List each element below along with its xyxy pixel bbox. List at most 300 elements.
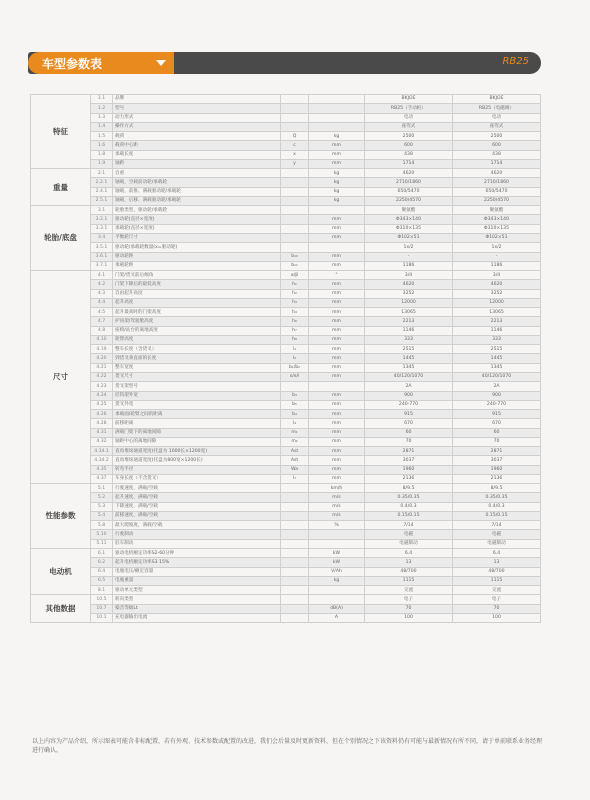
table-row bbox=[31, 521, 541, 530]
table-row bbox=[31, 595, 541, 604]
param-unit: mm bbox=[309, 419, 365, 428]
value-manual: 1x/2 bbox=[365, 243, 453, 252]
param-symbol: b₄ bbox=[281, 410, 309, 419]
table-row bbox=[31, 196, 541, 205]
value-manual: 100 bbox=[365, 613, 453, 622]
table-row bbox=[31, 308, 541, 317]
param-unit: mm bbox=[309, 474, 365, 483]
param-number: 4.3 bbox=[91, 289, 113, 298]
value-manual: 2710/1860 bbox=[365, 178, 453, 187]
param-unit: mm bbox=[309, 159, 365, 168]
param-unit: mm bbox=[309, 410, 365, 419]
param-name: 座椅/站台的离地高度 bbox=[113, 326, 281, 335]
table-row bbox=[31, 141, 541, 150]
param-number: 4.2 bbox=[91, 280, 113, 289]
value-manual: 3037 bbox=[365, 456, 453, 465]
param-symbol bbox=[281, 604, 309, 613]
table-row bbox=[31, 428, 541, 437]
value-manual: 2213 bbox=[365, 317, 453, 326]
param-number: 2.5.1 bbox=[91, 196, 113, 205]
param-number: 4.8 bbox=[91, 326, 113, 335]
value-manual: 333 bbox=[365, 335, 453, 344]
value-electric: 2213 bbox=[453, 317, 541, 326]
value-electric: 聚氨酯 bbox=[453, 206, 541, 215]
value-electric: RB25（电磁阀） bbox=[453, 104, 541, 113]
table-row bbox=[31, 400, 541, 409]
table-row bbox=[31, 391, 541, 400]
value-manual: 1714 bbox=[365, 159, 453, 168]
value-electric: 3/4 bbox=[453, 271, 541, 280]
value-manual: 1445 bbox=[365, 354, 453, 363]
param-symbol: b₁/b₂ bbox=[281, 363, 309, 372]
param-unit: kW bbox=[309, 549, 365, 558]
table-row bbox=[31, 539, 541, 548]
param-symbol: b₁₁ bbox=[281, 261, 309, 270]
chevron-down-icon[interactable] bbox=[156, 60, 166, 66]
param-unit: mm bbox=[309, 326, 365, 335]
section-label: 电动机 bbox=[31, 549, 91, 595]
param-name: 货叉尺寸 bbox=[113, 372, 281, 381]
value-electric: 0.4/0.3 bbox=[453, 502, 541, 511]
table-row bbox=[31, 345, 541, 354]
value-manual: 13 bbox=[365, 558, 453, 567]
table-row bbox=[31, 419, 541, 428]
value-manual: 2515 bbox=[365, 345, 453, 354]
param-number: 4.22 bbox=[91, 372, 113, 381]
param-symbol: m₁ bbox=[281, 428, 309, 437]
value-manual: 4620 bbox=[365, 169, 453, 178]
param-unit: mm bbox=[309, 289, 365, 298]
param-name: 起升速度，满载/空载 bbox=[113, 493, 281, 502]
param-unit: % bbox=[309, 521, 365, 530]
param-number: 4.5 bbox=[91, 308, 113, 317]
value-electric: 3037 bbox=[453, 456, 541, 465]
value-electric: BKJOE bbox=[453, 95, 541, 104]
disclaimer-text: 以上内容为产品介绍，所示图表可能含非标配置，若有外观、技术参数或配置的改进，我们会后量及时更新资料，但在个别情况之下该资料仍有可能与最新情况有所不同，请于单前联系业务经理进行确认。 bbox=[32, 738, 543, 754]
value-manual: 电磁 bbox=[365, 530, 453, 539]
value-electric: 2A bbox=[453, 382, 541, 391]
value-electric: 70 bbox=[453, 437, 541, 446]
param-name: 下降速度，满载/空载 bbox=[113, 502, 281, 511]
param-symbol: l₇ bbox=[281, 474, 309, 483]
param-number: 4.21 bbox=[91, 363, 113, 372]
param-name: 承载轮距 bbox=[113, 261, 281, 270]
param-number: 4.1 bbox=[91, 271, 113, 280]
table-row bbox=[31, 372, 541, 381]
param-name: 动力形式 bbox=[113, 113, 281, 122]
table-row bbox=[31, 95, 541, 104]
param-number: 2.4.1 bbox=[91, 187, 113, 196]
value-manual: 1146 bbox=[365, 326, 453, 335]
param-name: 载荷中心距 bbox=[113, 141, 281, 150]
value-manual: BKJOE bbox=[365, 95, 453, 104]
value-manual: 0.15/0.15 bbox=[365, 511, 453, 520]
param-number: 2.1 bbox=[91, 169, 113, 178]
value-manual: 电磁制动 bbox=[365, 539, 453, 548]
param-name: 直角堆垛通道宽度(托盘为800宽×1200长) bbox=[113, 456, 281, 465]
table-row bbox=[31, 549, 541, 558]
param-name: 车身长度（不含货叉） bbox=[113, 474, 281, 483]
param-name: 品牌 bbox=[113, 95, 281, 104]
param-name: 行驶制动 bbox=[113, 530, 281, 539]
table-row bbox=[31, 215, 541, 224]
value-manual: 650/5470 bbox=[365, 187, 453, 196]
param-name: 驱动轮/承载轮数量(x=驱动轮) bbox=[113, 243, 281, 252]
param-symbol bbox=[281, 224, 309, 233]
param-unit: mm bbox=[309, 456, 365, 465]
param-number: 1.9 bbox=[91, 159, 113, 168]
table-row bbox=[31, 132, 541, 141]
param-symbol bbox=[281, 233, 309, 242]
param-unit: ° bbox=[309, 271, 365, 280]
param-unit bbox=[309, 113, 365, 122]
value-manual: 12000 bbox=[365, 298, 453, 307]
value-electric: 1115 bbox=[453, 576, 541, 585]
param-unit bbox=[309, 243, 365, 252]
param-name: 货叉外宽 bbox=[113, 400, 281, 409]
param-number: 1.1 bbox=[91, 95, 113, 104]
value-manual: - bbox=[365, 252, 453, 261]
value-electric: 70 bbox=[453, 604, 541, 613]
param-symbol: y bbox=[281, 159, 309, 168]
param-number: 2.2.1 bbox=[91, 178, 113, 187]
table-row bbox=[31, 122, 541, 131]
param-name: 噪音等级Lt bbox=[113, 604, 281, 613]
param-unit: kg bbox=[309, 178, 365, 187]
table-row bbox=[31, 493, 541, 502]
param-symbol: m₂ bbox=[281, 437, 309, 446]
table-row bbox=[31, 104, 541, 113]
param-number: 5.4 bbox=[91, 511, 113, 520]
param-unit: mm bbox=[309, 372, 365, 381]
value-electric: 12000 bbox=[453, 298, 541, 307]
param-symbol bbox=[281, 484, 309, 493]
table-row bbox=[31, 511, 541, 520]
param-unit: mm bbox=[309, 447, 365, 456]
value-manual: Φ102×51 bbox=[365, 233, 453, 242]
value-electric: 2136 bbox=[453, 474, 541, 483]
param-unit: mm bbox=[309, 363, 365, 372]
param-name: 操作方式 bbox=[113, 122, 281, 131]
param-name: 转向类型 bbox=[113, 595, 281, 604]
param-number: 1.8 bbox=[91, 150, 113, 159]
param-symbol bbox=[281, 493, 309, 502]
param-unit: mm bbox=[309, 317, 365, 326]
table-row bbox=[31, 558, 541, 567]
param-number: 4.7 bbox=[91, 317, 113, 326]
param-unit: mm bbox=[309, 391, 365, 400]
param-symbol: α/β bbox=[281, 271, 309, 280]
param-number: 4.35 bbox=[91, 465, 113, 474]
param-number: 4.4 bbox=[91, 298, 113, 307]
value-electric: 2515 bbox=[453, 345, 541, 354]
param-symbol: h₇ bbox=[281, 326, 309, 335]
param-number: 4.34.2 bbox=[91, 456, 113, 465]
param-name: 驻车制动 bbox=[113, 539, 281, 548]
param-unit: dB(A) bbox=[309, 604, 365, 613]
param-symbol bbox=[281, 549, 309, 558]
table-row bbox=[31, 261, 541, 270]
param-symbol: Q bbox=[281, 132, 309, 141]
param-number: 3.7.1 bbox=[91, 261, 113, 270]
value-electric: 1345 bbox=[453, 363, 541, 372]
value-electric: 333 bbox=[453, 335, 541, 344]
param-symbol: l₁ bbox=[281, 345, 309, 354]
table-row bbox=[31, 252, 541, 261]
param-symbol: l₂ bbox=[281, 354, 309, 363]
section-label: 其他数据 bbox=[31, 595, 91, 623]
param-unit bbox=[309, 206, 365, 215]
param-symbol bbox=[281, 187, 309, 196]
param-symbol: h₃ bbox=[281, 298, 309, 307]
value-electric: 电磁 bbox=[453, 530, 541, 539]
param-number: 10.5 bbox=[91, 595, 113, 604]
value-electric: 1714 bbox=[453, 159, 541, 168]
param-number: 4.25 bbox=[91, 400, 113, 409]
value-manual: 3252 bbox=[365, 289, 453, 298]
param-unit bbox=[309, 530, 365, 539]
value-manual: 座驾式 bbox=[365, 122, 453, 131]
value-electric: 4620 bbox=[453, 280, 541, 289]
value-manual: 3/4 bbox=[365, 271, 453, 280]
param-symbol: Ast bbox=[281, 456, 309, 465]
param-unit: mm bbox=[309, 141, 365, 150]
table-row bbox=[31, 326, 541, 335]
param-unit: m/s bbox=[309, 493, 365, 502]
value-electric: 电动 bbox=[453, 113, 541, 122]
param-name: 轴距 bbox=[113, 159, 281, 168]
param-number: 4.19 bbox=[91, 345, 113, 354]
param-unit: mm bbox=[309, 428, 365, 437]
param-unit: mm bbox=[309, 335, 365, 344]
param-number: 3.3.1 bbox=[91, 224, 113, 233]
param-name: 前移距离 bbox=[113, 419, 281, 428]
param-name: 转弯半径 bbox=[113, 465, 281, 474]
param-unit bbox=[309, 539, 365, 548]
value-electric: 40/120/1070 bbox=[453, 372, 541, 381]
param-number: 4.37 bbox=[91, 474, 113, 483]
table-row bbox=[31, 178, 541, 187]
value-manual: 600 bbox=[365, 141, 453, 150]
param-unit bbox=[309, 382, 365, 391]
value-manual: 900 bbox=[365, 391, 453, 400]
param-unit: kg bbox=[309, 132, 365, 141]
value-manual: 1960 bbox=[365, 465, 453, 474]
param-symbol: h₄ bbox=[281, 308, 309, 317]
table-row bbox=[31, 567, 541, 576]
model-label: RB25 bbox=[502, 56, 529, 67]
value-manual: 0.35/0.35 bbox=[365, 493, 453, 502]
param-unit: mm bbox=[309, 465, 365, 474]
param-symbol bbox=[281, 502, 309, 511]
param-number: 6.1 bbox=[91, 549, 113, 558]
param-symbol bbox=[281, 511, 309, 520]
value-electric: 8/9.5 bbox=[453, 484, 541, 493]
param-symbol bbox=[281, 558, 309, 567]
value-electric: 1x/2 bbox=[453, 243, 541, 252]
param-number: 5.1 bbox=[91, 484, 113, 493]
param-number: 10.7 bbox=[91, 604, 113, 613]
param-unit: mm bbox=[309, 261, 365, 270]
param-number: 10.1 bbox=[91, 613, 113, 622]
param-name: 起升最高时的门架高度 bbox=[113, 308, 281, 317]
param-unit: V/Ah bbox=[309, 567, 365, 576]
table-row bbox=[31, 233, 541, 242]
param-name: 承载长度 bbox=[113, 150, 281, 159]
value-electric: 438 bbox=[453, 150, 541, 159]
param-unit: kg bbox=[309, 196, 365, 205]
value-manual: 6.4 bbox=[365, 549, 453, 558]
value-manual: 0.4/0.3 bbox=[365, 502, 453, 511]
param-number: 5.11 bbox=[91, 539, 113, 548]
param-number: 4.10 bbox=[91, 335, 113, 344]
value-electric: 1445 bbox=[453, 354, 541, 363]
param-number: 4.24 bbox=[91, 391, 113, 400]
param-name: 电瓶重量 bbox=[113, 576, 281, 585]
param-name: 行驶速度，满载/空载 bbox=[113, 484, 281, 493]
param-symbol bbox=[281, 196, 309, 205]
param-symbol bbox=[281, 521, 309, 530]
table-row bbox=[31, 447, 541, 456]
param-unit: mm bbox=[309, 345, 365, 354]
table-row bbox=[31, 576, 541, 585]
table-row bbox=[31, 113, 541, 122]
value-manual: 8/9.5 bbox=[365, 484, 453, 493]
param-symbol bbox=[281, 576, 309, 585]
param-name: 驱动电机额定功率S2-60分钟 bbox=[113, 549, 281, 558]
value-electric: 915 bbox=[453, 410, 541, 419]
table-row bbox=[31, 243, 541, 252]
value-electric: 0.15/0.15 bbox=[453, 511, 541, 520]
param-unit bbox=[309, 586, 365, 595]
param-name: 轴载，前推、满载驱动轮/承载轮 bbox=[113, 187, 281, 196]
value-manual: 60 bbox=[365, 428, 453, 437]
table-row bbox=[31, 437, 541, 446]
table-row bbox=[31, 613, 541, 622]
value-electric: 电磁制动 bbox=[453, 539, 541, 548]
param-symbol bbox=[281, 595, 309, 604]
table-row bbox=[31, 382, 541, 391]
param-symbol bbox=[281, 104, 309, 113]
param-name: 轴距中心的离地间隙 bbox=[113, 437, 281, 446]
param-unit: mm bbox=[309, 280, 365, 289]
table-row bbox=[31, 159, 541, 168]
param-number: 6.4 bbox=[91, 567, 113, 576]
param-symbol bbox=[281, 613, 309, 622]
param-name: 挂钩架外宽 bbox=[113, 391, 281, 400]
param-number: 1.4 bbox=[91, 122, 113, 131]
value-manual: 2871 bbox=[365, 447, 453, 456]
param-symbol: l₄ bbox=[281, 419, 309, 428]
value-electric: 60 bbox=[453, 428, 541, 437]
param-unit bbox=[309, 595, 365, 604]
param-unit bbox=[309, 104, 365, 113]
param-symbol bbox=[281, 567, 309, 576]
param-number: 6.5 bbox=[91, 576, 113, 585]
table-row bbox=[31, 502, 541, 511]
table-row bbox=[31, 335, 541, 344]
value-electric: 2871 bbox=[453, 447, 541, 456]
value-electric: 7/14 bbox=[453, 521, 541, 530]
param-unit bbox=[309, 122, 365, 131]
param-unit: kW bbox=[309, 558, 365, 567]
table-row bbox=[31, 354, 541, 363]
spec-table bbox=[30, 94, 541, 623]
param-unit: km/h bbox=[309, 484, 365, 493]
value-electric: - bbox=[453, 252, 541, 261]
value-manual: 1186 bbox=[365, 261, 453, 270]
value-electric: 1186 bbox=[453, 261, 541, 270]
value-electric: 4620 bbox=[453, 169, 541, 178]
value-electric: 2710/1860 bbox=[453, 178, 541, 187]
param-number: 6.2 bbox=[91, 558, 113, 567]
param-symbol bbox=[281, 169, 309, 178]
param-symbol bbox=[281, 243, 309, 252]
value-electric: Φ102×51 bbox=[453, 233, 541, 242]
table-row bbox=[31, 280, 541, 289]
value-manual: 915 bbox=[365, 410, 453, 419]
value-manual: 13065 bbox=[365, 308, 453, 317]
param-symbol: x bbox=[281, 150, 309, 159]
param-name: 自重 bbox=[113, 169, 281, 178]
section-label: 特征 bbox=[31, 95, 91, 169]
table-row bbox=[31, 410, 541, 419]
param-name: 型号 bbox=[113, 104, 281, 113]
param-name: 满载门架下的离地间隙 bbox=[113, 428, 281, 437]
value-manual: 2136 bbox=[365, 474, 453, 483]
param-name: 到货叉垂直面的长度 bbox=[113, 354, 281, 363]
param-number: 4.34.1 bbox=[91, 447, 113, 456]
value-manual: 7/14 bbox=[365, 521, 453, 530]
param-number: 5.2 bbox=[91, 493, 113, 502]
param-symbol: b₁₀ bbox=[281, 252, 309, 261]
table-row bbox=[31, 586, 541, 595]
param-unit: mm bbox=[309, 252, 365, 261]
param-unit: kg bbox=[309, 169, 365, 178]
param-symbol bbox=[281, 586, 309, 595]
param-symbol: Wa bbox=[281, 465, 309, 474]
param-number: 3.1 bbox=[91, 206, 113, 215]
value-manual: 电动 bbox=[365, 113, 453, 122]
value-manual: 70 bbox=[365, 604, 453, 613]
value-manual: 240-770 bbox=[365, 400, 453, 409]
param-symbol: c bbox=[281, 141, 309, 150]
table-row bbox=[31, 169, 541, 178]
section-label: 重量 bbox=[31, 169, 91, 206]
param-name: 轮臂高度 bbox=[113, 335, 281, 344]
value-manual: 2A bbox=[365, 382, 453, 391]
value-manual: 48/700 bbox=[365, 567, 453, 576]
param-symbol bbox=[281, 539, 309, 548]
param-symbol bbox=[281, 206, 309, 215]
section-title: 车型参数表 bbox=[42, 57, 103, 71]
param-symbol bbox=[281, 113, 309, 122]
param-name: 电瓶电压/额定容量 bbox=[113, 567, 281, 576]
param-unit: m/s bbox=[309, 511, 365, 520]
param-number: 4.23 bbox=[91, 382, 113, 391]
param-symbol: Ast bbox=[281, 447, 309, 456]
param-number: 3.6.1 bbox=[91, 252, 113, 261]
value-manual: 1115 bbox=[365, 576, 453, 585]
param-name: 轴载，空载前动轮/承载轮 bbox=[113, 178, 281, 187]
table-row bbox=[31, 289, 541, 298]
param-name: 门架下降后的最低高度 bbox=[113, 280, 281, 289]
value-manual: RB25（手动桩） bbox=[365, 104, 453, 113]
value-electric: 670 bbox=[453, 419, 541, 428]
param-symbol bbox=[281, 178, 309, 187]
param-number: 4.20 bbox=[91, 354, 113, 363]
param-name: 轴载，后移、满载驱动轮/承载轮 bbox=[113, 196, 281, 205]
